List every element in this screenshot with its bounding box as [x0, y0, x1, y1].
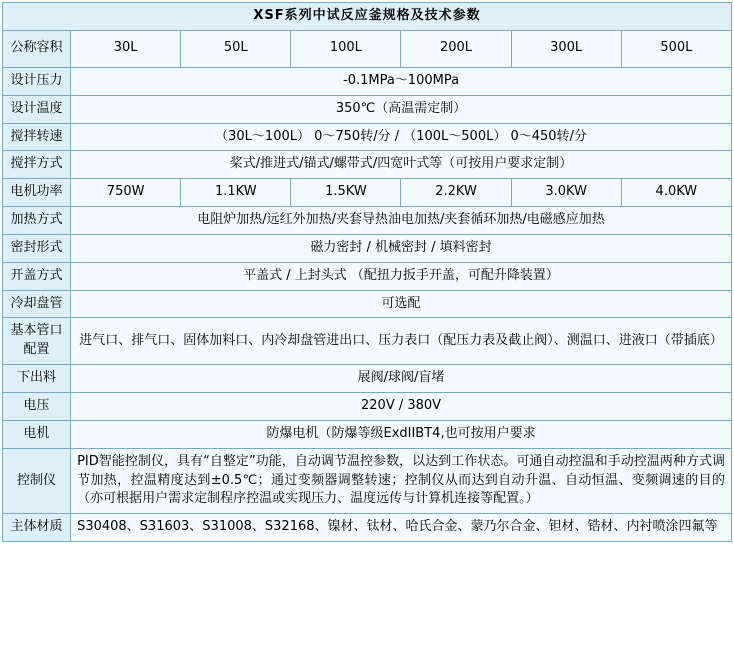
volume-cell-6: 500L — [621, 30, 731, 67]
row-value-heating: 电阻炉加热/远红外加热/夹套导热油电加热/夹套循环加热/电磁感应加热 — [71, 207, 732, 235]
volume-cell-4: 200L — [401, 30, 511, 67]
row-value-lid: 平盖式 / 上封头式 （配扭力扳手开盖，可配升降装置） — [71, 262, 732, 290]
table-row — [3, 67, 732, 95]
row-value-design-pressure: -0.1MPa～100MPa — [71, 67, 732, 95]
row-label-voltage: 电压 — [3, 392, 71, 420]
row-label-sealing: 密封形式 — [3, 234, 71, 262]
volume-cell-5: 300L — [511, 30, 621, 67]
table-row — [3, 365, 732, 393]
table-row — [3, 151, 732, 179]
row-label-motor: 电机 — [3, 420, 71, 448]
row-label-motor-power: 电机功率 — [3, 179, 71, 207]
table-row — [3, 262, 732, 290]
volume-cell-3: 100L — [291, 30, 401, 67]
table-row — [3, 514, 732, 542]
row-label-discharge: 下出料 — [3, 365, 71, 393]
row-label-heating: 加热方式 — [3, 207, 71, 235]
row-label-stir-speed: 搅拌转速 — [3, 123, 71, 151]
row-label-design-temperature: 设计温度 — [3, 95, 71, 123]
spec-table — [2, 2, 732, 542]
table-row — [3, 448, 732, 514]
volume-cell-2: 50L — [181, 30, 291, 67]
row-value-motor: 防爆电机（防爆等级ExdIIBT4,也可按用户要求 — [71, 420, 732, 448]
row-value-controller: PID智能控制仪，具有“自整定”功能，自动调节温控参数，以达到工作状态。可通自动控温和手动控温两种方式调节加热，控温精度达到±0.5℃；通过变频器调整转速；控制仪从而达到自动升温、自动恒温、变频调速的目的（亦可根据用户需求定制程序控温或实现压力、温度远传与计算机连接等配置。） — [71, 448, 732, 514]
row-value-stir-type: 桨式/推进式/锚式/螺带式/四宽叶式等（可按用户要求定制） — [71, 151, 732, 179]
row-label-port-config: 基本管口配置 — [3, 318, 71, 365]
motor-power-cell-3: 1.5KW — [291, 179, 401, 207]
table-row — [3, 179, 732, 207]
motor-power-cell-2: 1.1KW — [181, 179, 291, 207]
motor-power-cell-5: 3.0KW — [511, 179, 621, 207]
table-row — [3, 30, 732, 67]
table-row — [3, 95, 732, 123]
row-value-discharge: 展阀/球阀/盲堵 — [71, 365, 732, 393]
table-row — [3, 290, 732, 318]
table-row — [3, 392, 732, 420]
volume-cell-1: 30L — [71, 30, 181, 67]
row-value-body-material: S30408、S31603、S31008、S32168、镍材、钛材、哈氏合金、蒙乃尔合金、钽材、锆材、内衬喷涂四氟等 — [71, 514, 732, 542]
row-value-design-temperature: 350℃（高温需定制） — [71, 95, 732, 123]
motor-power-cell-4: 2.2KW — [401, 179, 511, 207]
table-row-title — [3, 3, 732, 31]
row-label-lid: 开盖方式 — [3, 262, 71, 290]
row-value-stir-speed: （30L～100L） 0～750转/分 / （100L～500L） 0～450转/分 — [71, 123, 732, 151]
motor-power-cell-1: 750W — [71, 179, 181, 207]
row-label-body-material: 主体材质 — [3, 514, 71, 542]
row-value-voltage: 220V / 380V — [71, 392, 732, 420]
row-value-port-config: 进气口、排气口、固体加料口、内冷却盘管进出口、压力表口（配压力表及截止阀）、测温口、进液口（带插底） — [71, 318, 732, 365]
table-row — [3, 318, 732, 365]
table-row — [3, 234, 732, 262]
row-label-volume: 公称容积 — [3, 30, 71, 67]
row-value-sealing: 磁力密封 / 机械密封 / 填料密封 — [71, 234, 732, 262]
row-label-stir-type: 搅拌方式 — [3, 151, 71, 179]
table-row — [3, 420, 732, 448]
table-row — [3, 123, 732, 151]
page-title: XSF系列中试反应釜规格及技术参数 — [3, 3, 732, 31]
row-label-controller: 控制仪 — [3, 448, 71, 514]
motor-power-cell-6: 4.0KW — [621, 179, 731, 207]
row-value-cooling-coil: 可选配 — [71, 290, 732, 318]
table-row — [3, 207, 732, 235]
row-label-design-pressure: 设计压力 — [3, 67, 71, 95]
row-label-cooling-coil: 冷却盘管 — [3, 290, 71, 318]
